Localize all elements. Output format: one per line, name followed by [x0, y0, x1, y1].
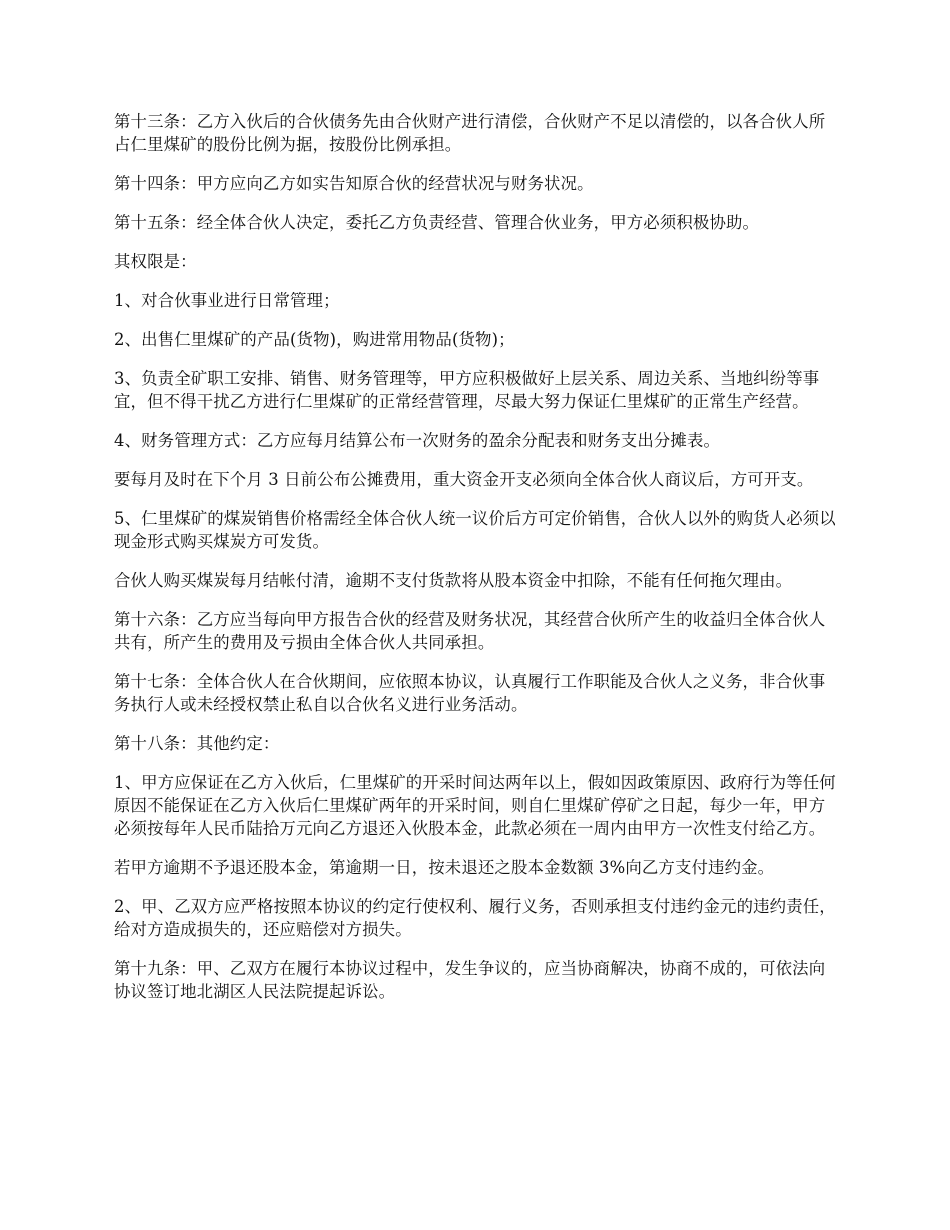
- paragraph-article-13: 第十三条：乙方入伙后的合伙债务先由合伙财产进行清偿，合伙财产不足以清偿的，以各合伙人所占仁里煤矿的股份比例为据，按股份比例承担。: [114, 112, 826, 154]
- paragraph-article-19: 第十九条：甲、乙双方在履行本协议过程中，发生争议的，应当协商解决，协商不成的，可依法向协议签订地北湖区人民法院提起诉讼。: [114, 959, 826, 1001]
- document-body: [114, 110, 840, 1019]
- paragraph-partner-purchase: 合伙人购买煤炭每月结帐付清，逾期不支付货款将从股本资金中扣除，不能有任何拖欠理由。: [114, 571, 793, 590]
- paragraph-authority-3: 3、负责全矿职工安排、销售、财务管理等，甲方应积极做好上层关系、周边关系、当地纠纷等事宜，但不得干扰乙方进行仁里煤矿的正常经营管理，尽最大努力保证仁里煤矿的正常生产经营。: [114, 369, 820, 411]
- paragraph-other-agreement-2: 2、甲、乙双方应严格按照本协议的约定行使权利、履行义务，否则承担支付违约金元的违约责任，给对方造成损失的，还应赔偿对方损失。: [114, 897, 836, 939]
- paragraph-article-18: 第十八条：其他约定：: [114, 734, 280, 753]
- paragraph-article-15: 第十五条：经全体合伙人决定，委托乙方负责经营、管理合伙业务，甲方必须积极协助。: [114, 213, 760, 232]
- paragraph-article-16: 第十六条：乙方应当每向甲方报告合伙的经营及财务状况，其经营合伙所产生的收益归全体合伙人共有，所产生的费用及亏损由全体合伙人共同承担。: [114, 610, 826, 652]
- paragraph-article-14: 第十四条：甲方应向乙方如实告知原合伙的经营状况与财务状况。: [114, 174, 594, 193]
- paragraph-other-agreement-1: 1、甲方应保证在乙方入伙后，仁里煤矿的开采时间达两年以上，假如因政策原因、政府行为等任何原因不能保证在乙方入伙后仁里煤矿两年的开采时间，则自仁里煤矿停矿之日起，每少一年，甲方必须按每年人民币陆拾万元向乙方退还入伙股本金，此款必须在一周内由甲方一次性支付给乙方。: [114, 773, 836, 838]
- paragraph-late-penalty: 若甲方逾期不予退还股本金，第逾期一日，按未退还之股本金数额 3%向乙方支付违约金。: [114, 858, 775, 877]
- paragraph-authority-2: 2、出售仁里煤矿的产品(货物)，购进常用物品(货物)；: [114, 330, 515, 349]
- paragraph-authority-4: 4、财务管理方式：乙方应每月结算公布一次财务的盈余分配表和财务支出分摊表。: [114, 431, 721, 450]
- paragraph-authority-1: 1、对合伙事业进行日常管理；: [114, 291, 340, 310]
- paragraph-authority-5: 5、仁里煤矿的煤炭销售价格需经全体合伙人统一议价后方可定价销售，合伙人以外的购货人必须以现金形式购买煤炭方可发货。: [114, 509, 836, 551]
- paragraph-article-17: 第十七条：全体合伙人在合伙期间，应依照本协议，认真履行工作职能及合伙人之义务，非合伙事务执行人或未经授权禁止私自以合伙名义进行业务活动。: [114, 672, 826, 714]
- paragraph-authority-intro: 其权限是：: [114, 252, 197, 271]
- paragraph-monthly-disclosure: 要每月及时在下个月 3 日前公布公摊费用，重大资金开支必须向全体合伙人商议后，方可开支。: [114, 470, 814, 489]
